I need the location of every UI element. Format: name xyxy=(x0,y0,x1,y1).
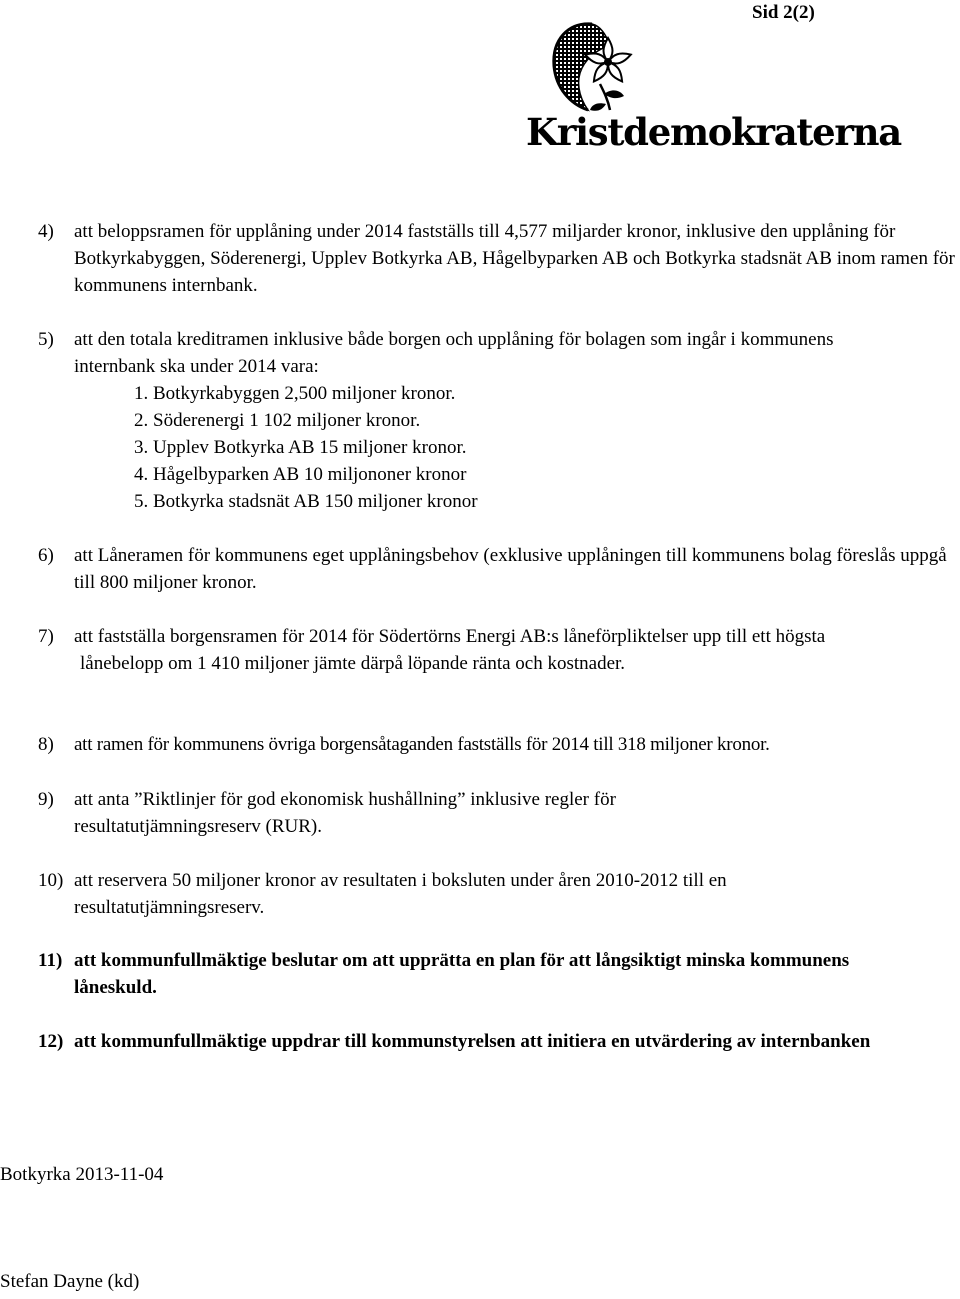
item-text: att Låneramen för kommunens eget upplåningsbehov (exklusive upplåningen till kommunens bolag föreslås uppgå till 800 miljoner kronor. xyxy=(74,545,947,593)
credit-limit-list xyxy=(134,380,478,515)
item-number: 11) xyxy=(38,950,63,971)
item-number: 5) xyxy=(38,329,54,350)
item-text: att beloppsramen för upplåning under 2014 fastställs till 4,577 miljarder kronor, inklusive den upplåning för Botkyrkabyggen, Söderenergi, Upplev Botkyrka AB, Hågelbyparken AB och Botkyrka stadsnät AB inom ramen för kommunens internbank. xyxy=(74,221,955,296)
item-text: att anta ”Riktlinjer för god ekonomisk hushållning” inklusive regler för resultatutjämningsreserv (RUR). xyxy=(74,789,616,837)
list-item: 1. Botkyrkabyggen 2,500 miljoner kronor. xyxy=(134,383,456,404)
item-text: att fastställa borgensramen för 2014 för Södertörns Energi AB:s låneförpliktelser upp till ett högsta xyxy=(74,626,826,647)
item-number: 8) xyxy=(38,734,54,755)
signature: Stefan Dayne (kd) xyxy=(0,1271,140,1292)
decision-item xyxy=(38,326,960,380)
party-logo-emblem xyxy=(548,18,638,118)
item-text: att reservera 50 miljoner kronor av resultaten i boksluten under åren 2010-2012 till en resultatutjämningsreserv. xyxy=(74,870,727,918)
list-item: 2. Söderenergi 1 102 miljoner kronor. xyxy=(134,410,421,431)
item-text: att kommunfullmäktige beslutar om att upprätta en plan för att långsiktigt minska kommunens låneskuld. xyxy=(74,950,850,998)
decision-item xyxy=(38,542,960,596)
decision-item xyxy=(38,731,960,758)
item-number: 4) xyxy=(38,221,54,242)
decision-item xyxy=(38,623,960,677)
item-text: att den totala kreditramen inklusive både borgen och upplåning för bolagen som ingår i kommunens internbank ska under 2014 vara: xyxy=(74,329,834,377)
page-number: Sid 2(2) xyxy=(752,2,815,23)
decision-item xyxy=(38,867,960,921)
place-and-date: Botkyrka 2013-11-04 xyxy=(0,1164,164,1185)
decision-item xyxy=(38,218,960,299)
item-number: 6) xyxy=(38,545,54,566)
item-number: 10) xyxy=(38,870,64,891)
item-text-continuation: lånebelopp om 1 410 miljoner jämte därpå löpande ränta och kostnader. xyxy=(80,653,626,674)
decision-item xyxy=(38,786,960,840)
list-item: 3. Upplev Botkyrka AB 15 miljoner kronor. xyxy=(134,437,467,458)
list-item: 4. Hågelbyparken AB 10 miljononer kronor xyxy=(134,464,467,485)
list-item: 5. Botkyrka stadsnät AB 150 miljoner kronor xyxy=(134,491,478,512)
item-number: 12) xyxy=(38,1031,64,1052)
item-text: att kommunfullmäktige uppdrar till kommunstyrelsen att initiera en utvärdering av internbanken xyxy=(74,1031,871,1052)
item-text: att ramen för kommunens övriga borgensåtaganden fastställs för 2014 till 318 miljoner kronor. xyxy=(74,734,770,755)
decision-item xyxy=(38,947,960,1001)
item-number: 7) xyxy=(38,626,54,647)
item-number: 9) xyxy=(38,789,54,810)
party-logo-wordmark: Kristdemokraterna xyxy=(526,110,901,154)
decision-item xyxy=(38,1028,960,1055)
